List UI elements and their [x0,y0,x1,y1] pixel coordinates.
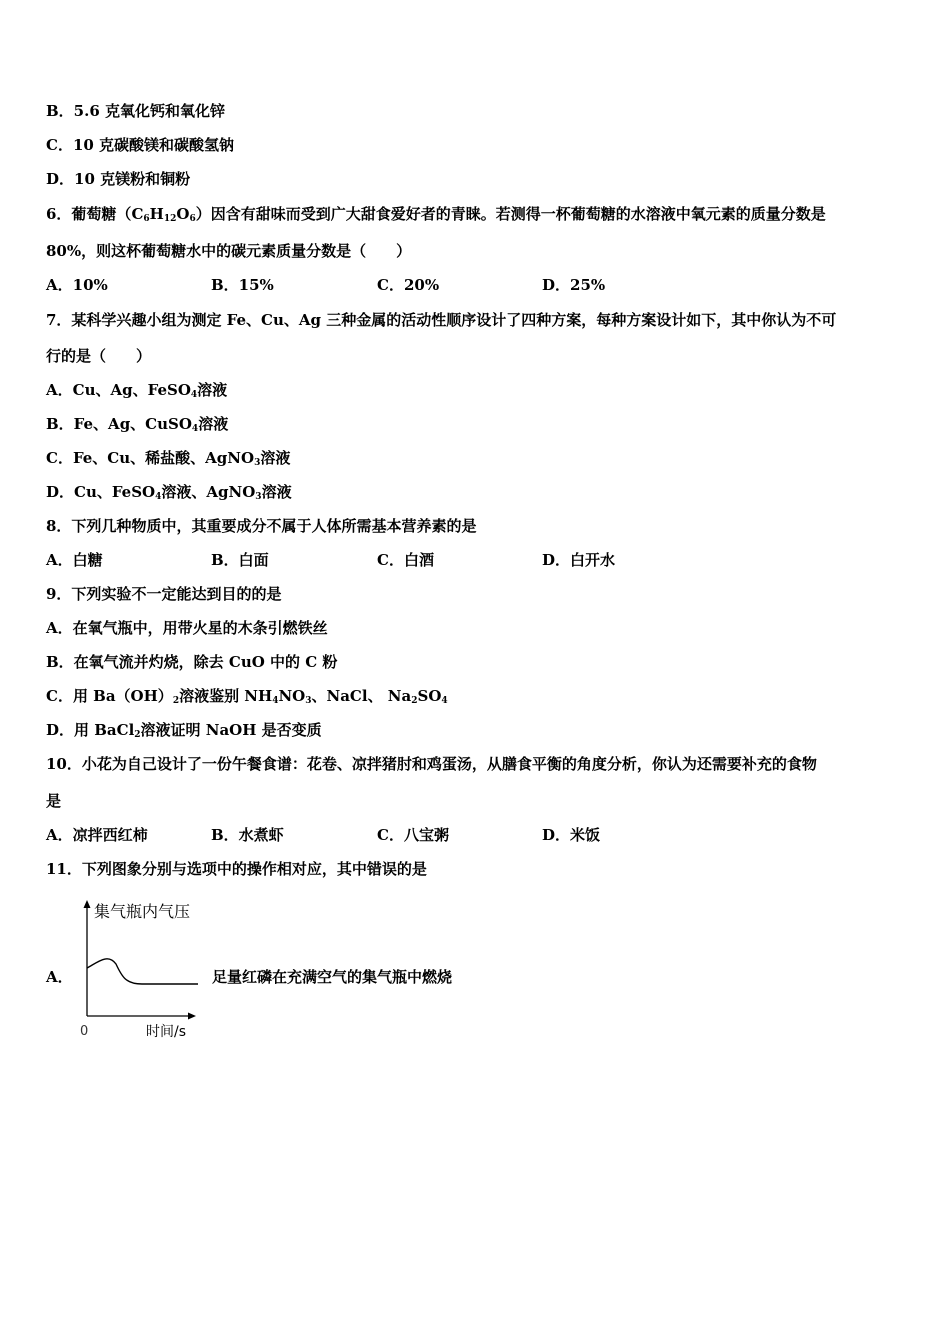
q7-option-b: B．Fe、Ag、CuSO$_4$溶液 [46,415,229,434]
question-6-stem: 6．葡萄糖$(C_6H_{12}O_6)$因含有甜味而受到广大甜食爱好者的青睐。若测得一杯葡萄糖的水溶液中氧元素的质量分数是 [46,205,826,224]
q11-option-a-desc: 足量红磷在充满空气的集气瓶中燃烧 [212,968,453,986]
question-11-stem: 11．下列图象分别与选项中的操作相对应，其中错误的是 [46,860,427,878]
q7-option-a: A．Cu、Ag、FeSO$_4$溶液 [46,381,228,400]
question-7-stem-cont: 行的是（ ） [46,347,152,365]
question-7-stem: 7．某科学兴趣小组为测定 Fe、Cu、Ag 三种金属的活动性顺序设计了四种方案，每种方案设计如下，其中你认为不可 [46,311,837,329]
q10-option-a: A．凉拌西红柿 [46,826,148,844]
q9-option-c: C．用 $Ba(OH)_2$溶液鉴别 $NH_4NO_3$、NaCl、 $Na_2SO_4$ [46,687,448,706]
question-8-options [46,550,846,570]
option-d-prev: D．10 克镁粉和铜粉 [46,170,191,188]
q9-option-a: A．在氧气瓶中，用带火星的木条引燃铁丝 [46,619,328,637]
option-b-prev: B．5.6 克氧化钙和氧化锌 [46,102,225,120]
question-9-stem: 9．下列实验不一定能达到目的的是 [46,585,282,603]
q9-option-d: D．用 BaCl$_2$溶液证明 NaOH 是否变质 [46,721,322,740]
q6-option-a: A．10% [46,276,108,294]
q9-option-b: B．在氧气流并灼烧，除去 CuO 中的 C 粉 [46,653,338,671]
q8-option-d: D．白开水 [542,551,616,569]
q7-option-c: C．Fe、Cu、稀盐酸、AgNO$_3$溶液 [46,449,291,468]
q6-option-b: B．15% [211,276,274,294]
q11-option-a-figure [46,898,546,1048]
q6-option-c: C．20% [377,276,440,294]
q10-option-d: D．米饭 [542,826,601,844]
question-8-stem: 8．下列几种物质中，其重要成分不属于人体所需基本营养素的是 [46,517,477,535]
q6-option-d: D．25% [542,276,606,294]
question-10-stem: 10．小花为自己设计了一份午餐食谱：花卷、凉拌猪肘和鸡蛋汤，从膳食平衡的角度分析，你认为还需要补充的食物 [46,755,817,773]
question-10-options [46,825,846,845]
q10-option-b: B．水煮虾 [211,826,284,844]
question-6-options [46,275,846,295]
q7-option-d: D．Cu、FeSO$_4$溶液、AgNO$_3$溶液 [46,483,292,502]
y-axis-label: 集气瓶内气压 [94,902,191,921]
y-axis-arrow-icon [84,900,91,908]
q10-option-c: C．八宝粥 [377,826,449,844]
option-c-prev: C．10 克碳酸镁和碳酸氢钠 [46,136,235,154]
origin-label: 0 [80,1024,89,1039]
q8-option-b: B．白面 [211,551,269,569]
q8-option-c: C．白酒 [377,551,434,569]
pressure-curve [87,959,198,984]
x-axis-arrow-icon [188,1013,196,1020]
question-10-stem-cont: 是 [46,792,62,810]
q8-option-a: A．白糖 [46,551,103,569]
question-6-stem-cont: 80%，则这杯葡萄糖水中的碳元素质量分数是（ ） [46,242,412,260]
x-axis-label: 时间/s [146,1024,187,1040]
q11-option-a-label: A． [46,968,73,986]
